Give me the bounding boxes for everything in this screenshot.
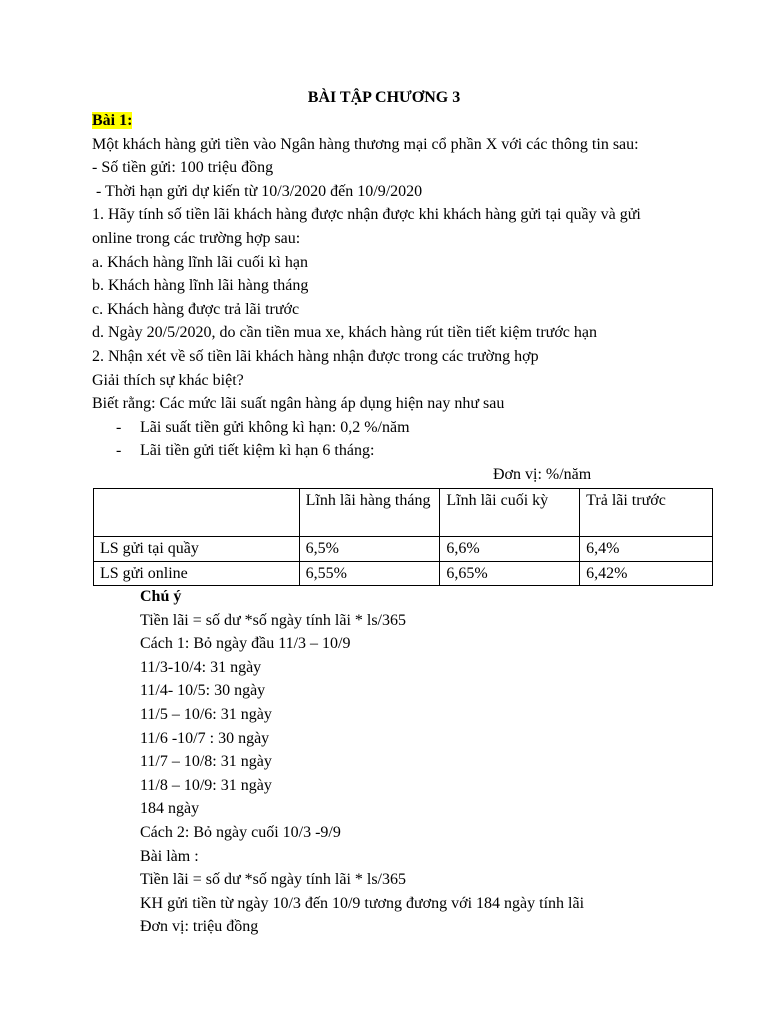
- note-line: Bài làm :: [140, 847, 199, 865]
- intro-line: a. Khách hàng lĩnh lãi cuối kì hạn: [92, 253, 308, 271]
- intro-line: c. Khách hàng được trả lãi trước: [92, 300, 300, 318]
- intro-line: - Số tiền gửi: 100 triệu đồng: [92, 159, 274, 177]
- bullet-text: Lãi tiền gửi tiết kiệm kì hạn 6 tháng:: [140, 442, 375, 460]
- note-line: 11/4- 10/5: 30 ngày: [140, 682, 266, 700]
- notes-heading: Chú ý: [140, 588, 182, 605]
- table-cell: 6,4%: [580, 537, 713, 562]
- table-header-row: [94, 489, 713, 537]
- table-cell: LS gửi online: [94, 561, 300, 586]
- bullet-item: [92, 439, 732, 463]
- notes-section: [140, 585, 740, 939]
- table-cell: LS gửi tại quầy: [94, 537, 300, 562]
- table-cell: 6,65%: [440, 561, 580, 586]
- exercise-body: [92, 109, 732, 463]
- intro-line: Giải thích sự khác biệt?: [92, 371, 244, 389]
- table-cell: 6,42%: [580, 561, 713, 586]
- exercise-label-line: [92, 109, 732, 133]
- table-header-cell: [94, 489, 300, 537]
- table-header-cell: Trả lãi trước: [580, 489, 713, 537]
- intro-line: online trong các trường hợp sau:: [92, 229, 301, 247]
- note-line: 11/5 – 10/6: 31 ngày: [140, 705, 272, 723]
- intro-line: - Thời hạn gửi dự kiến từ 10/3/2020 đến 10/9/2020: [92, 182, 423, 200]
- note-line: Tiền lãi = số dư *số ngày tính lãi * ls/365: [140, 611, 406, 629]
- intro-line: d. Ngày 20/5/2020, do cần tiền mua xe, khách hàng rút tiền tiết kiệm trước hạn: [92, 324, 597, 342]
- table-cell: 6,5%: [299, 537, 440, 562]
- note-line: 184 ngày: [140, 800, 200, 818]
- table-row: [94, 537, 713, 562]
- intro-line: 1. Hãy tính số tiền lãi khách hàng được nhận được khi khách hàng gửi tại quầy và gửi: [92, 206, 641, 224]
- bullet-item: [92, 416, 732, 440]
- note-line: 11/7 – 10/8: 31 ngày: [140, 753, 272, 771]
- table-cell: 6,6%: [440, 537, 580, 562]
- table-cell: 6,55%: [299, 561, 440, 586]
- intro-line: 2. Nhận xét về số tiền lãi khách hàng nhận được trong các trường hợp: [92, 347, 539, 365]
- note-line: 11/3-10/4: 31 ngày: [140, 658, 262, 676]
- note-line: 11/8 – 10/9: 31 ngày: [140, 776, 272, 794]
- table-row: [94, 561, 713, 586]
- intro-line: Một khách hàng gửi tiền vào Ngân hàng thương mại cổ phần X với các thông tin sau:: [92, 135, 639, 153]
- table-header-cell: Lĩnh lãi cuối kỳ: [440, 489, 580, 537]
- note-line: KH gửi tiền từ ngày 10/3 đến 10/9 tương đương với 184 ngày tính lãi: [140, 894, 585, 912]
- exercise-label: Bài 1:: [92, 112, 133, 129]
- table-header-cell: Lĩnh lãi hàng tháng: [299, 489, 440, 537]
- note-line: Đơn vị: triệu đồng: [140, 918, 259, 936]
- document-title: BÀI TẬP CHƯƠNG 3: [307, 89, 461, 106]
- bullet-dash: -: [116, 418, 122, 436]
- note-line: Tiền lãi = số dư *số ngày tính lãi * ls/365: [140, 871, 406, 889]
- interest-rate-table: [93, 488, 713, 586]
- intro-line: b. Khách hàng lĩnh lãi hàng tháng: [92, 277, 309, 295]
- note-line: 11/6 -10/7 : 30 ngày: [140, 729, 270, 747]
- intro-line: Biết rằng: Các mức lãi suất ngân hàng áp dụng hiện nay như sau: [92, 395, 505, 413]
- note-line: Cách 2: Bỏ ngày cuối 10/3 -9/9: [140, 823, 341, 841]
- unit-note: Đơn vị: %/năm: [493, 466, 592, 483]
- bullet-text: Lãi suất tiền gửi không kì hạn: 0,2 %/năm: [140, 418, 410, 436]
- bullet-dash: -: [116, 442, 122, 460]
- note-line: Cách 1: Bỏ ngày đầu 11/3 – 10/9: [140, 635, 351, 653]
